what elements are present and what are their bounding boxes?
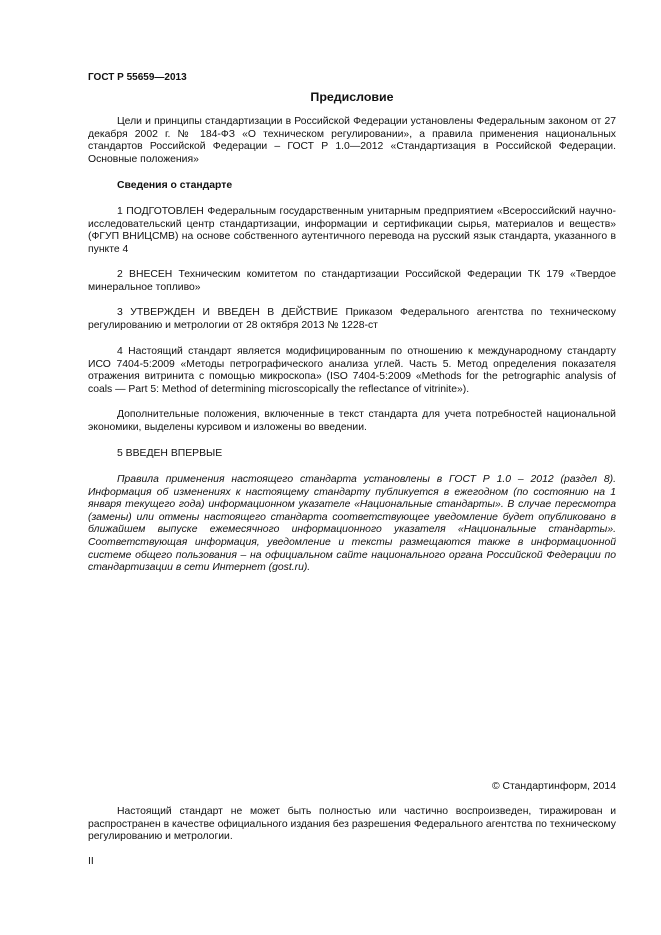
intro-paragraph: Цели и принципы стандартизации в Российской Федерации установлены Федеральным законом от 27 декабря 2002 г. № 184-ФЗ «О техническом регулировании», а правила применения национальных стандартов Российской Федерации – ГОСТ Р 1.0—2012 «Стандартизация в Российской Федерации. Основные положения» bbox=[88, 116, 616, 165]
item-2-submitted: 2 ВНЕСЕН Техническим комитетом по стандартизации Российской Федерации ТК 179 «Твердое минеральное топливо» bbox=[88, 269, 616, 293]
document-designation: ГОСТ Р 55659—2013 bbox=[88, 72, 187, 83]
copyright: © Стандартинформ, 2014 bbox=[491, 781, 616, 792]
item-4-modified: 4 Настоящий стандарт является модифицированным по отношению к международному стандарту ИСО 7404-5:2009 «Методы петрографического анализа углей. Часть 5. Метод определения показателя отражения витринита с помощью микроскопа» (ISO 7404-5:2009 «Methods for the petrographic analysis of coals — Part 5: Method of determining microscopically the reflectance of vitrinite»). bbox=[88, 346, 616, 395]
reproduction-notice: Настоящий стандарт не может быть полностью или частично воспроизведен, тиражирован и распространен в качестве официального издания без разрешения Федерального агентства по техническому регулированию и метрологии. bbox=[88, 806, 616, 843]
notice-paragraph: Правила применения настоящего стандарта установлены в ГОСТ Р 1.0 – 2012 (раздел 8). Информация об изменениях к настоящему стандарту публикуется в ежегодном (по состоянию на 1 января текущего года) информационном указателе «Национальные стандарты». В случае пересмотра (замены) или отмены настоящего стандарта соответствующее уведомление будет опубликовано в ближайшем выпуске ежемесячного информационного указателя «Национальные стандарты». Соответствующая информация, уведомление и тексты размещаются также в информационной системе общего пользования – на официальном сайте национального органа Российской Федерации по стандартизации в сети Интернет (gost.ru). bbox=[88, 474, 616, 574]
item-3-approved: 3 УТВЕРЖДЕН И ВВЕДЕН В ДЕЙСТВИЕ Приказом Федерального агентства по техническому регулированию и метрологии от 28 октября 2013 № 1228-ст bbox=[88, 307, 616, 331]
page-number: II bbox=[88, 856, 94, 867]
item-4-additional: Дополнительные положения, включенные в текст стандарта для учета потребностей национальной экономики, выделены курсивом и изложены во введении. bbox=[88, 409, 616, 433]
item-5-introduced: 5 ВВЕДЕН ВПЕРВЫЕ bbox=[117, 448, 223, 459]
item-1-prepared: 1 ПОДГОТОВЛЕН Федеральным государственным унитарным предприятием «Всероссийский научно-исследовательский центр стандартизации, информации и сертификации сырья, материалов и веществ» (ФГУП ВНИЦСМВ) на основе собственного аутентичного перевода на русский язык стандарта, указанного в пункте 4 bbox=[88, 206, 616, 255]
info-heading: Сведения о стандарте bbox=[117, 180, 233, 191]
page-title: Предисловие bbox=[310, 90, 394, 104]
